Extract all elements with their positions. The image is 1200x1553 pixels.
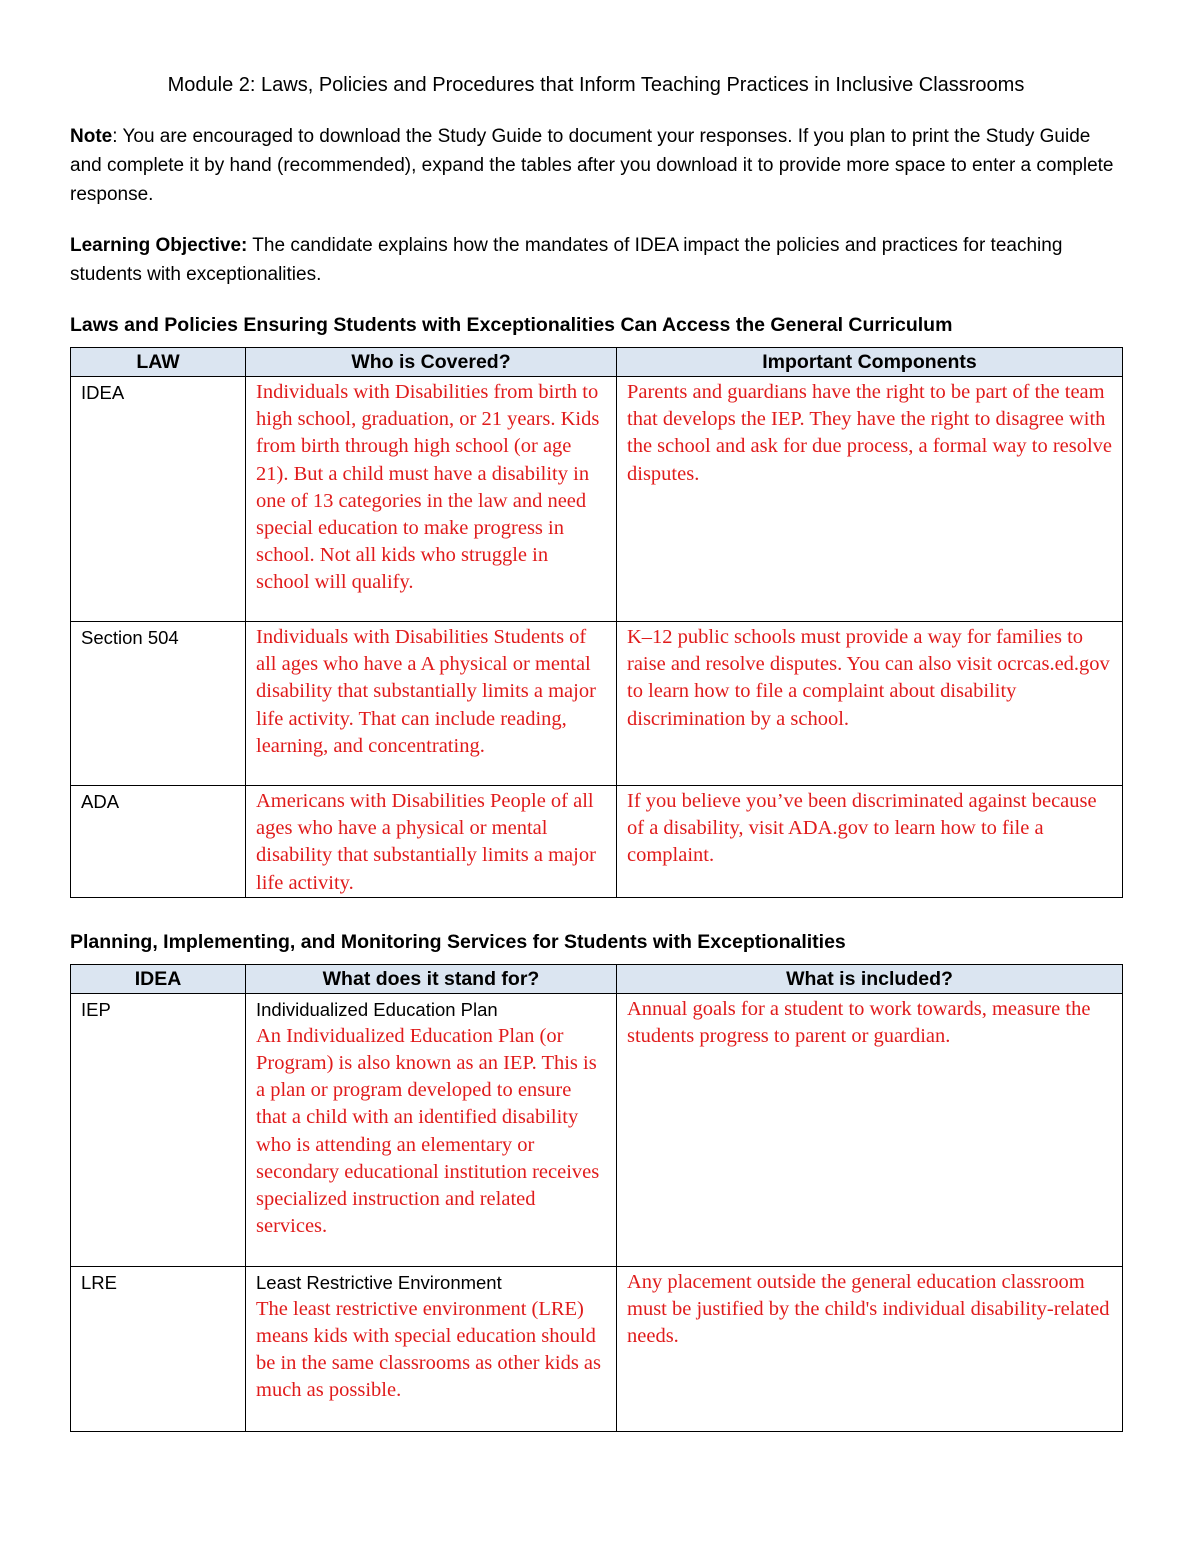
law-name-cell: Section 504 [71,622,246,786]
table-row [71,1266,1123,1431]
planning-table [70,964,1123,1432]
stands-for-cell [246,1266,617,1431]
planning-section-heading: Planning, Implementing, and Monitoring Services for Students with Exceptionalities [70,930,846,953]
answer-text: Parents and guardians have the right to be part of the team that develops the IEP. They have the right to disagree with the school and ask for due process, a formal way to resolve disputes. [627,381,1113,485]
answer-text: The least restrictive environment (LRE) means kids with special education should be in the same classrooms as other kids as much as possible. [256,1297,602,1402]
covered-cell [246,377,617,622]
answer-text: If you believe you’ve been discriminated against because of a disability, visit ADA.gov to learn how to file a complaint. [627,790,1097,867]
answer-text: Annual goals for a student to work towards, measure the students progress to parent or guardian. [627,997,1091,1048]
page-title: Module 2: Laws, Policies and Procedures that Inform Teaching Practices in Inclusive Classrooms [167,74,1025,96]
laws-table [70,347,1123,898]
note-paragraph [70,122,1122,209]
answer-text: Individuals with Disabilities from birth to high school, graduation, or 21 years. Kids from birth through high school (or age 21). But a child must have a disability in one of 13 categories in the law and need special education to make progress in school. Not all kids who struggle in school will qualify. [256,381,600,594]
components-cell [617,786,1123,898]
covered-cell [246,622,617,786]
acronym-expansion: Least Restrictive Environment [256,1271,502,1293]
law-name-cell: ADA [71,786,246,898]
table-row [71,377,1123,622]
objective-paragraph [70,231,1122,289]
answer-text: Individuals with Disabilities Students of all ages who have a A physical or mental disability that substantially limits a major life activity. That can include reading, learning, and concentrating. [256,626,596,757]
objective-text: The candidate explains how the mandates of IDEA impact the policies and practices for teaching students with exceptionalities. [70,235,1063,285]
column-header-stands-for: What does it stand for? [246,964,617,993]
column-header-idea: IDEA [71,964,246,993]
answer-text: Americans with Disabilities People of all ages who have a physical or mental disability that substantially limits a major life activity. [256,790,596,894]
answer-text: Any placement outside the general education classroom must be justified by the child's individual disability-related needs. [627,1270,1110,1348]
answer-text: An Individualized Education Plan (or Program) is also known as an IEP. This is a plan or program developed to ensure that a child with an identified disability who is attending an elementary or secondary educational institution receives specialized instruction and related services. [256,1024,600,1238]
included-cell [617,993,1123,1266]
components-cell [617,622,1123,786]
table-row [71,993,1123,1266]
table-row [71,786,1123,898]
laws-section-heading: Laws and Policies Ensuring Students with Exceptionalities Can Access the General Curriculum [70,314,953,336]
table-header-row [71,964,1123,993]
covered-cell [246,786,617,898]
answer-text: K–12 public schools must provide a way for families to raise and resolve disputes. You can also visit ocrcas.ed.gov to learn how to file a complaint about disability discrimination by a school. [627,626,1110,730]
table-row [71,622,1123,786]
column-header-components: Important Components [617,348,1123,377]
law-name-cell: IDEA [71,377,246,622]
included-cell [617,1266,1123,1431]
stands-for-cell [246,993,617,1266]
acronym-expansion: Individualized Education Plan [256,998,498,1020]
column-header-law: LAW [71,348,246,377]
term-cell: IEP [71,993,246,1266]
document-page [70,70,1122,1462]
objective-label: Learning Objective: [70,235,248,256]
term-cell: LRE [71,1266,246,1431]
note-label: Note [70,126,113,147]
column-header-included: What is included? [617,964,1123,993]
table-header-row [71,348,1123,377]
note-text: : You are encouraged to download the Study Guide to document your responses. If you plan to print the Study Guide and complete it by hand (recommended), expand the tables after you download it to provide more space to enter a complete response. [70,126,1114,205]
column-header-covered: Who is Covered? [246,348,617,377]
components-cell [617,377,1123,622]
